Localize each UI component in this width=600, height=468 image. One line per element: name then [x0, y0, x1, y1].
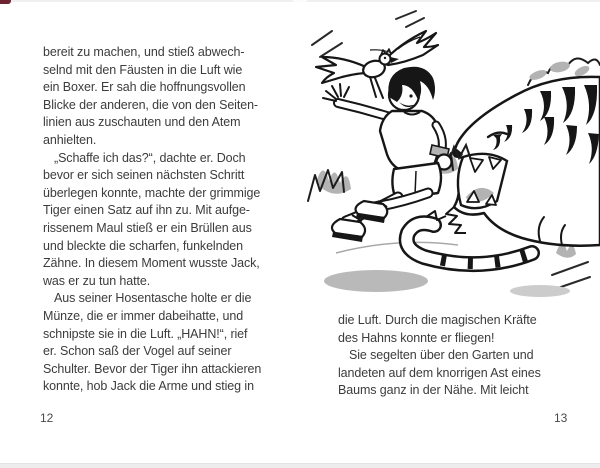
bird-tail — [370, 77, 383, 98]
text-line: linien aus zuschauten und den Atem — [43, 115, 241, 130]
ground-shadow — [510, 285, 570, 297]
text-line: Münze, die er immer dabeihatte, und — [43, 308, 244, 323]
page-left — [0, 0, 300, 463]
left-text-block — [43, 44, 283, 396]
text-line: was er zu tun hatte. — [43, 273, 151, 288]
page-number-right: 13 — [554, 411, 568, 425]
text-line: er. Schon saß der Vogel auf seiner — [43, 344, 232, 359]
book-cover-corner — [0, 0, 11, 4]
boy-jack — [323, 67, 452, 242]
ground-shadow — [324, 270, 428, 292]
text-line: landeten auf dem knorrigen Ast eines — [338, 365, 541, 380]
boy-shirt — [380, 111, 439, 171]
text-line: schnipste sie in die Luft. „HAHN!“, rief — [43, 326, 248, 341]
page-number-left: 12 — [40, 411, 54, 425]
text-line: konnte, hob Jack die Arme und stieg in — [43, 379, 254, 394]
illustration-jack-bird-tiger — [300, 4, 600, 306]
text-line: und bleckte die scharfen, funkelnden — [43, 238, 244, 253]
page-seam-gap — [293, 0, 307, 2]
text-line: die Luft. Durch die magischen Kräfte — [338, 313, 537, 327]
text-line: überlegen konnte, machte der grimmige — [43, 185, 261, 200]
text-line: Schulter. Bevor der Tiger ihn attackieren — [43, 361, 262, 376]
text-line: Baums ganz in der Nähe. Mit leicht — [338, 383, 529, 398]
text-line: selnd mit den Fäusten in die Luft wie — [43, 62, 243, 77]
text-line: „Schaffe ich das?“, dachte er. Doch — [54, 150, 246, 165]
bird-wing-left — [316, 57, 368, 83]
text-line: anhielten. — [43, 132, 97, 147]
text-line: Tiger einen Satz auf ihn zu. Mit aufge- — [43, 203, 250, 218]
page-right — [300, 0, 600, 463]
text-line: Sie segelten über den Garten und — [349, 348, 534, 363]
sneaker — [332, 219, 365, 242]
text-line: Aus seiner Hosentasche holte er die — [54, 291, 252, 306]
page-bottom-edge — [0, 463, 600, 468]
text-line: Blicke der anderen, die von den Seiten- — [43, 97, 258, 112]
text-line: ein Boxer. Er sah die hoffnungsvollen — [43, 80, 246, 95]
open-hand — [323, 84, 349, 101]
text-line: Zähne. In diesem Moment wusste Jack, — [43, 256, 260, 271]
ground-line — [336, 242, 458, 253]
text-line: bereit zu machen, und stieß abwech- — [43, 45, 245, 59]
text-line: rissenem Maul stieß er ein Brüllen aus — [43, 220, 252, 235]
right-text-block — [338, 312, 578, 400]
text-line: des Hahns konnte er fliegen! — [338, 330, 495, 345]
text-line: bevor er sich seinen nächsten Schritt — [43, 168, 245, 183]
